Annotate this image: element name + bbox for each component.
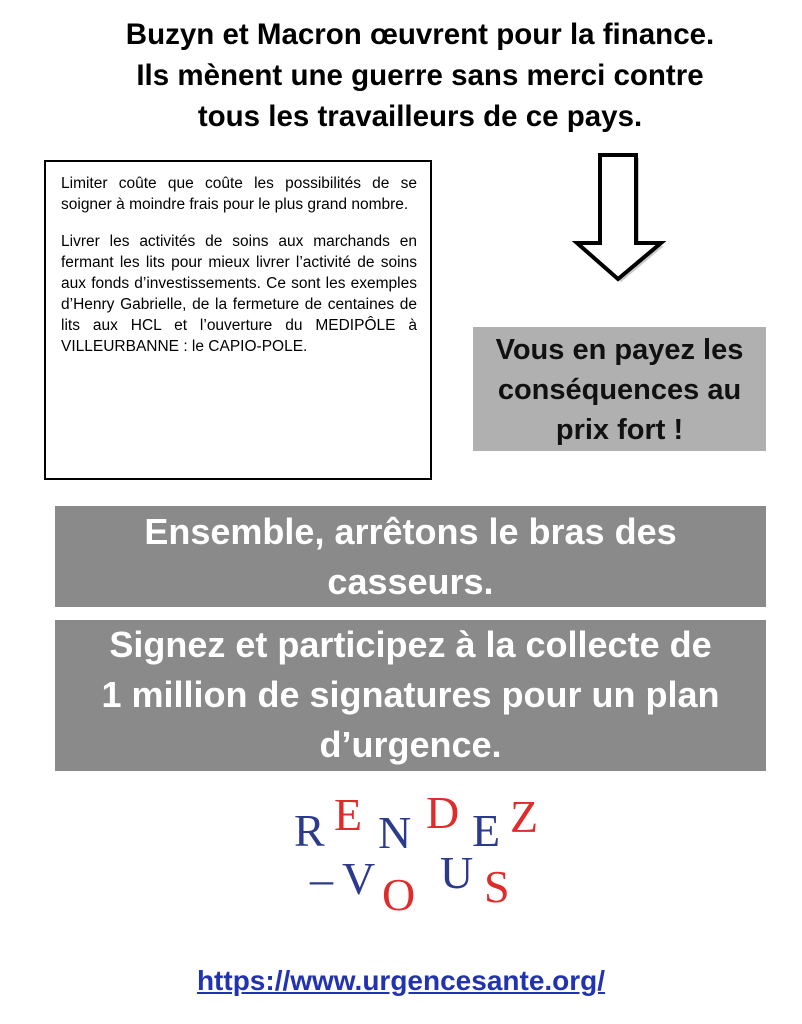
petition-banner [55,620,766,771]
urgence-sante-link[interactable]: https://www.urgencesante.org/ [196,965,606,996]
logo-letter: – [310,853,333,904]
headline-line-1: Buzyn et Macron œuvrent pour la finance. [125,18,715,51]
logo-letter: S [484,861,510,912]
consequences-line-3: prix fort ! [555,414,684,446]
headline-line-3: tous les travailleurs de ce pays. [197,100,643,133]
logo-letter: V [342,853,376,904]
headline-line-2: Ils mènent une guerre sans merci contre [136,59,704,92]
consequences-box [473,327,766,451]
policy-paragraph-2: Livrer les activités de soins aux marchands en fermant les lits pour mieux livrer l’activité de soins aux fonds d’investissements. Ce sont les exemples d’Henry Gabrielle, de la fermeture de centaines de lits aux HCL et l’ouverture du MEDIPÔLE à VILLEURBANNE : le CAPIO-POLE. [61,233,417,355]
logo-letter: D [426,787,460,838]
policy-paragraph-1: Limiter coûte que coûte les possibilités de se soigner à moindre frais pour le plus grand nombre. [61,175,417,213]
logo-letter: O [382,869,416,920]
logo-letter: E [334,789,363,840]
together-banner-line-2: casseurs. [327,561,494,602]
consequences-line-1: Vous en payez les [495,334,744,366]
down-arrow-icon [572,152,666,284]
together-banner-line-1: Ensemble, arrêtons le bras des [144,511,677,552]
petition-banner-line-2: 1 million de signatures pour un plan [101,674,720,715]
petition-banner-line-3: d’urgence. [319,724,502,765]
headline [40,14,800,137]
petition-banner-line-1: Signez et participez à la collecte de [109,624,712,665]
together-banner [55,506,766,607]
policy-text-box [44,160,432,480]
logo-letter: E [472,805,501,856]
consequences-line-2: conséquences au [497,374,742,406]
logo-letter: N [378,807,412,858]
logo-letter: Z [510,791,539,842]
logo-letter: U [440,847,474,898]
logo-letter: R [294,805,325,856]
rendez-vous-logo [290,787,550,920]
